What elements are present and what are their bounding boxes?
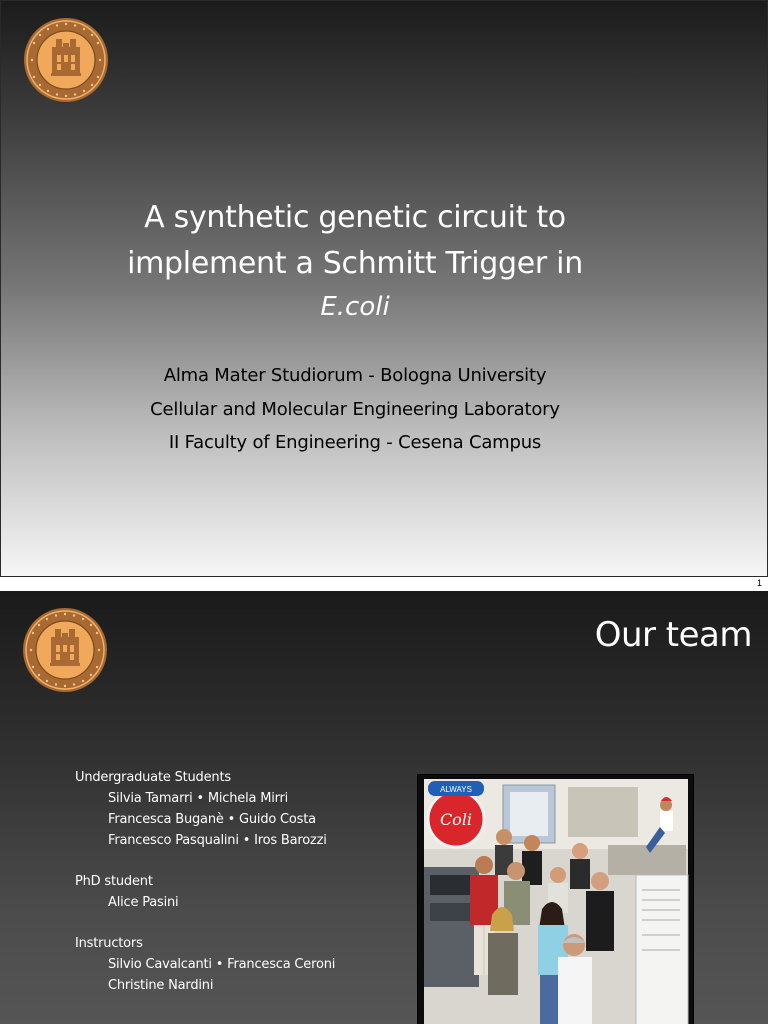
team-list <box>75 767 395 1016</box>
member-line: Francesca Buganè • Guido Costa <box>108 812 316 827</box>
title-line-2: implement a Schmitt Trigger in <box>127 246 583 281</box>
member-line: Silvia Tamarri • Michela Mirri <box>108 791 289 806</box>
member-line: Alice Pasini <box>108 895 179 910</box>
affiliation-laboratory: Cellular and Molecular Engineering Laboratory <box>150 398 560 420</box>
title-line-1: A synthetic genetic circuit to <box>144 200 566 235</box>
team-photo-illustration <box>418 775 693 1024</box>
member-line: Francesco Pasqualini • Iros Barozzi <box>108 833 327 848</box>
coke-sign-always: ALWAYS <box>440 785 472 794</box>
group-heading: Undergraduate Students <box>75 770 231 785</box>
affiliations <box>1 359 709 460</box>
group-heading: Instructors <box>75 936 143 951</box>
affiliation-university: Alma Mater Studiorum - Bologna University <box>163 365 547 386</box>
team-photo <box>417 774 694 1024</box>
member-line: Christine Nardini <box>108 978 214 993</box>
group-phd <box>75 871 395 913</box>
member-line: Silvio Cavalcanti • Francesca Ceroni <box>108 957 336 972</box>
title-organism: E.coli <box>320 292 390 322</box>
affiliation-faculty: II Faculty of Engineering - Cesena Campus <box>168 432 542 453</box>
slide-2 <box>0 591 768 1024</box>
university-seal-logo <box>23 17 109 103</box>
slide-title <box>1 195 709 327</box>
group-undergraduates <box>75 767 395 851</box>
slide-title: Our team <box>594 615 752 655</box>
university-seal-logo <box>22 607 108 693</box>
group-heading: PhD student <box>75 874 153 889</box>
group-instructors <box>75 933 395 996</box>
page-number: 1 <box>756 578 762 588</box>
coke-sign-text: Coli <box>439 810 473 829</box>
